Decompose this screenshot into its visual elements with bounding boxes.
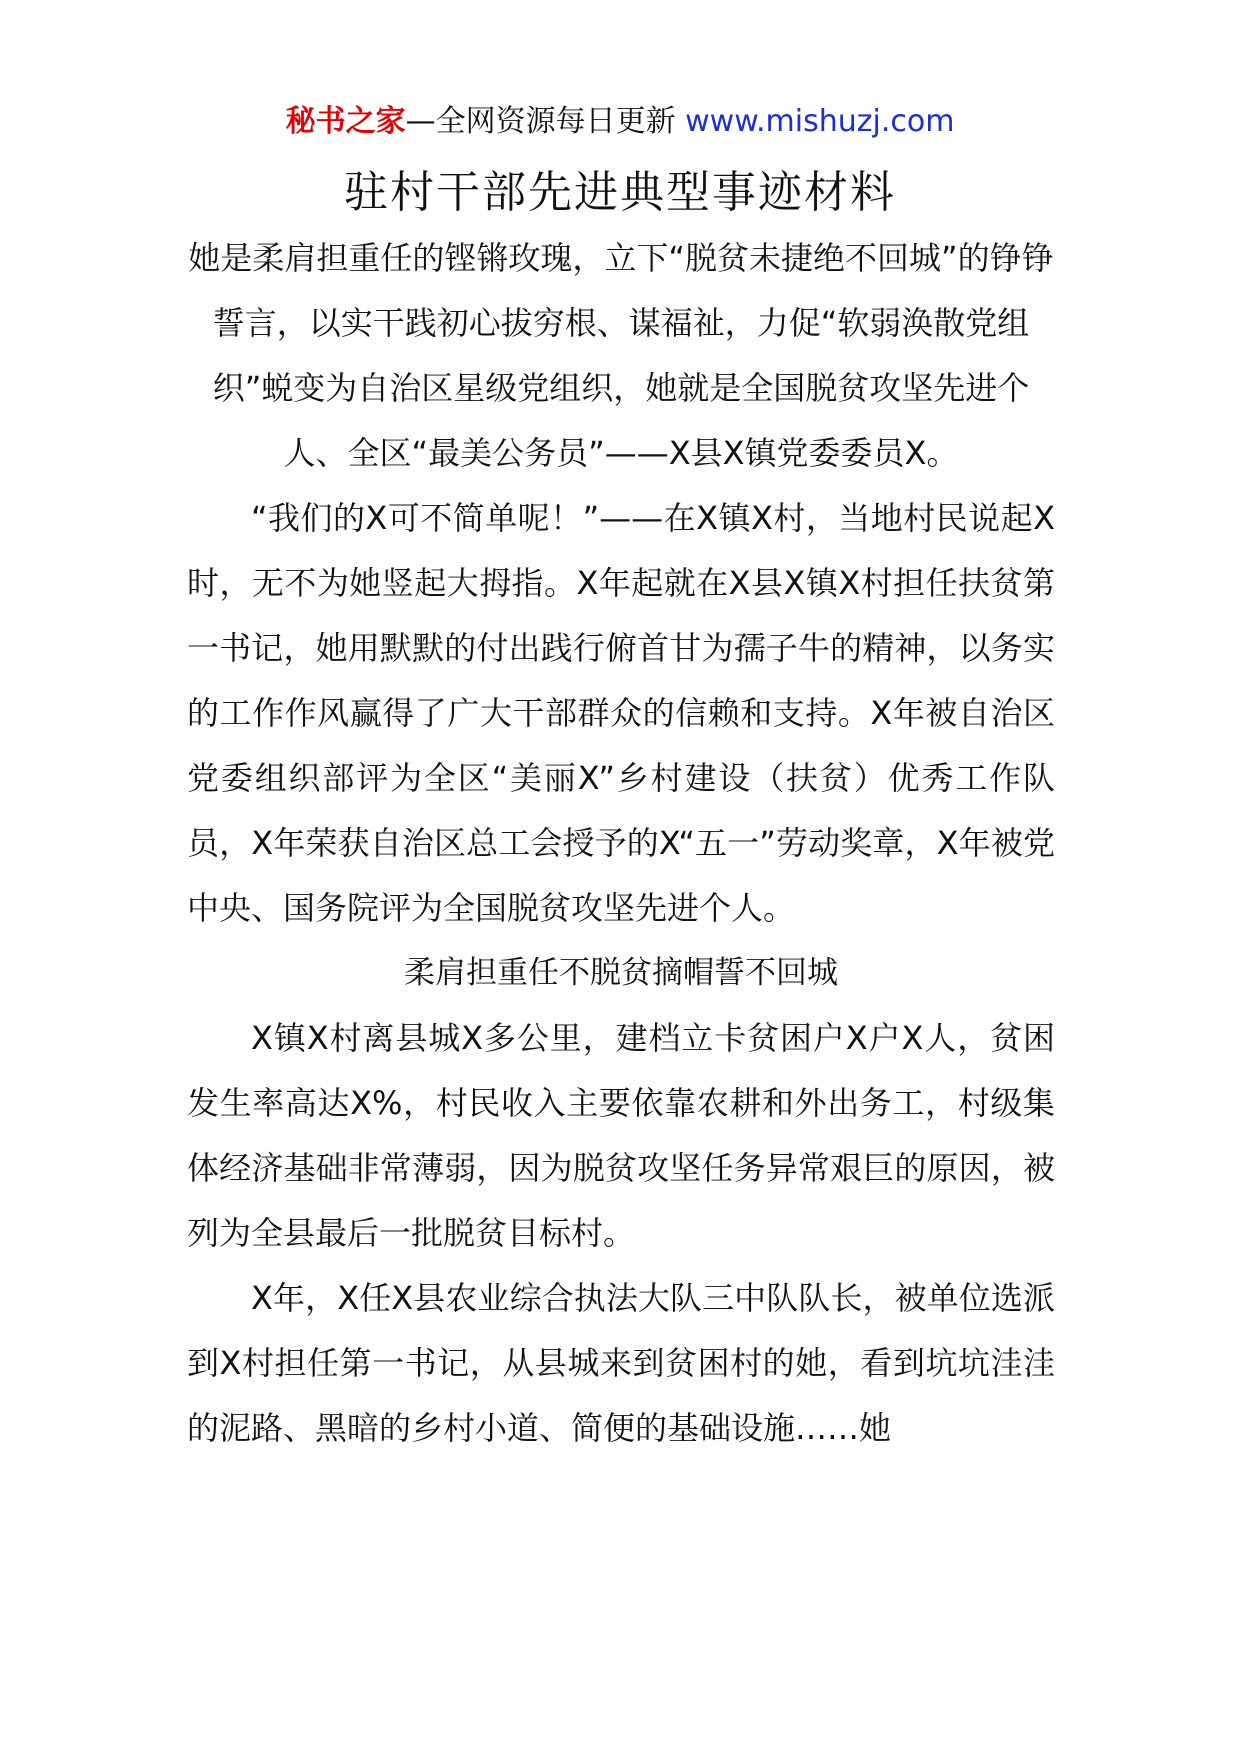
body-paragraph-1: “我们的X可不简单呢！”——在X镇X村，当地村民说起X时，无不为她竖起大拇指。X年起就在X县X镇X村担任扶贫第一书记，她用默默的付出践行俯首甘为孺子牛的精神，以务实的工作作风赢得了广大干部群众的信赖和支持。X年被自治区党委组织部评为全区“美丽X”乡村建设（扶贫）优秀工作队员，X年荣获自治区总工会授予的X“五一”劳动奖章，X年被党中央、国务院评为全国脱贫攻坚先进个人。	[187, 499, 1055, 927]
brand-name: 秘书之家	[285, 104, 406, 139]
body-paragraph-2: X镇X村离县城X多公里，建档立卡贫困户X户X人，贫困发生率高达X%，村民收入主要依靠农耕和外出务工，村级集体经济基础非常薄弱，因为脱贫攻坚任务异常艰巨的原因，被列为全县最后一批脱贫目标村。	[187, 1019, 1055, 1252]
document-body	[187, 226, 1055, 1461]
document-title: 驻村干部先进典型事迹材料	[344, 167, 896, 218]
intro-paragraph: 她是柔肩担重任的铿锵玫瑰，立下“脱贫未捷绝不回城”的铮铮誓言，以实干践初心拔穷根、谋福祉，力促“软弱涣散党组织”蜕变为自治区星级党组织，她就是全国脱贫攻坚先进个人、全区“最美公务员”——X县X镇党委委员X。	[188, 239, 1054, 472]
header-tagline: —全网资源每日更新	[405, 104, 686, 139]
section-heading: 柔肩担重任不脱贫摘帽誓不回城	[404, 955, 838, 991]
site-url-link[interactable]: www.mishuzj.com	[685, 104, 955, 139]
body-paragraph-3: X年，X任X县农业综合执法大队三中队队长，被单位选派到X村担任第一书记，从县城来到贫困村的她，看到坑坑洼洼的泥路、黑暗的乡村小道、简便的基础设施……她	[187, 1279, 1055, 1447]
site-header	[0, 100, 1240, 144]
